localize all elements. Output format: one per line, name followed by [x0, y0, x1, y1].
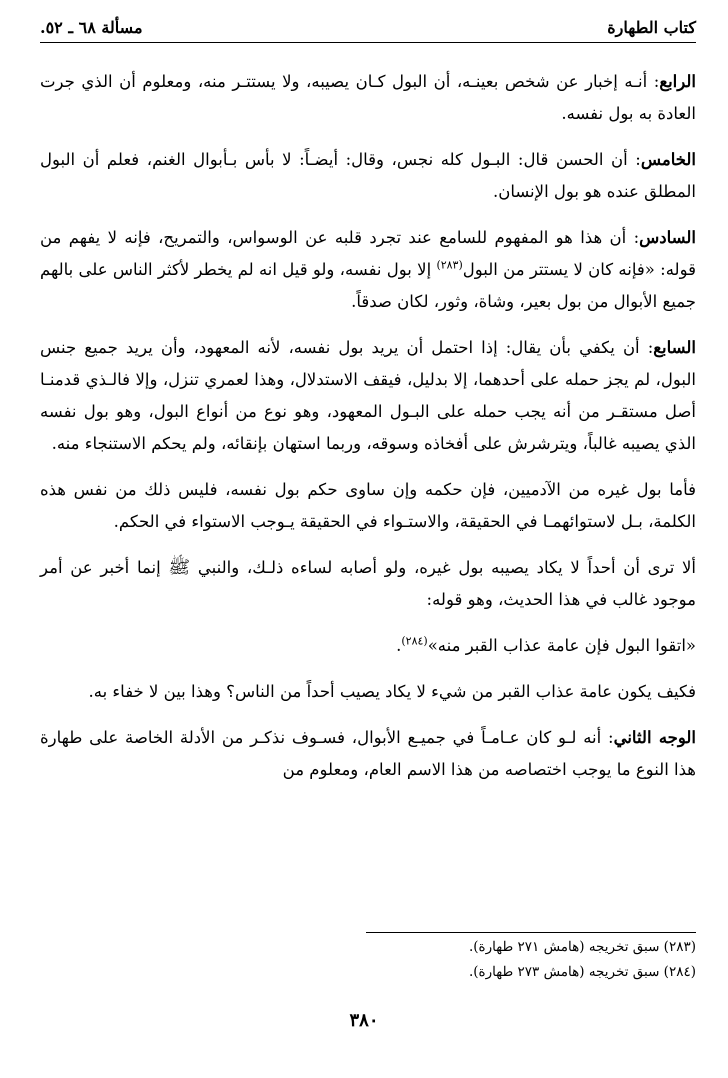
paragraph-do-you-not-see: [40, 552, 696, 616]
paragraph-lead: السابع: [653, 338, 696, 357]
paragraph-text: : أن هذا هو المفهوم للسامع عند تجرد قلبه عن الوسواس، والتمريح، فإنه لا يفهم من قوله: «فإنه كان لا يستتر من البول: [40, 228, 696, 279]
paragraph-lead: الرابع: [659, 72, 696, 91]
paragraph-second-aspect: [40, 722, 696, 786]
paragraph-lead: الوجه الثاني: [613, 728, 697, 747]
paragraph-text: : أن يكفي بأن يقال: إذا احتمل أن يريد بول نفسه، لأنه المعهود، وأن يريد جميع جنس البول، لم يجز حمله على أحدهما، إلا بدليل، فيقف الاستدلال، وهذا لعمري تنزل، وإلا فالـذي قدمنـا أصل مستقـر من أنه يجب حمله على البـول المعهود، وهو نوع من أنواع البول، وهو بول نفسه الذي يصيبه غالباً، ويترشرش على أفخاذه وسوقه، وربما استهان بإنقائه، ولم يحكم الاستنجاء منه.: [40, 338, 696, 453]
paragraph-other-urine: [40, 474, 696, 538]
footnote-ref: (٢٨٣): [436, 258, 463, 272]
paragraph-text: إنما أخبر عن أمر موجود غالب في هذا الحديث، وهو قوله:: [40, 558, 696, 609]
paragraph-text: إلا بول نفسه، ولو قيل انه لم يخطر لأكثر الناس على بالهم جميع الأبوال من بول بعير، وشاة، وثور، لكان صدقاً.: [40, 260, 696, 311]
header-book-title: كتاب الطهارة: [607, 18, 696, 37]
paragraph-seventh: [40, 332, 696, 460]
paragraph-sixth: [40, 222, 696, 318]
footnote-283: (٢٨٣) سبق تخريجه (هامش ٢٧١ طهارة).: [469, 939, 696, 955]
paragraph-lead: الخامس: [640, 150, 696, 169]
salawat-glyph: ﷺ: [168, 557, 191, 578]
running-header: [40, 12, 696, 43]
paragraph-text: : أنـه إخبار عن شخص بعينـه، أن البول كـان يصيبه، ولا يستتـر منه، ومعلوم أن الذي جرت العادة به بول نفسه.: [40, 72, 696, 123]
footnotes: [40, 935, 696, 985]
paragraph-lead: السادس: [639, 228, 696, 247]
paragraph-fourth: [40, 66, 696, 130]
footnote-divider: [366, 932, 696, 933]
page-number: ٣٨٠: [349, 1010, 379, 1031]
paragraph-hadith-quote: [40, 630, 696, 662]
footnote-284: (٢٨٤) سبق تخريجه (هامش ٢٧٣ طهارة).: [469, 964, 696, 980]
main-text: [40, 66, 696, 800]
footnote-ref: (٢٨٤): [401, 634, 428, 648]
paragraph-how-then: [40, 676, 696, 708]
paragraph-text: ألا ترى أن أحداً لا يكاد يصيبه بول غيره، ولو أصابه لساءه ذلـك، والنبي: [190, 558, 697, 577]
paragraph-text: : أن الحسن قال: البـول كله نجس، وقال: أيضـاً: لا بأس بـأبوال الغنم، فعلم أن البول المطلق عنده هو بول الإنسان.: [40, 150, 696, 201]
paragraph-text: : أنه لـو كان عـامـاً في جميـع الأبوال، فسـوف نذكـر من الأدلة الخاصة على طهارة هذا النوع ما يوجب اختصاصه من هذا الاسم العام، ومعلوم من: [40, 728, 696, 779]
paragraph-fifth: [40, 144, 696, 208]
paragraph-text: فأما بول غيره من الآدميين، فإن حكمه وإن ساوى حكم بول نفسه، فليس ذلك من نفس هذه الكلمة، بـل لاستوائهمـا في الحقيقة، والاستـواء في الحقيقة يـوجب الاستواء في الحكم.: [40, 480, 696, 531]
header-section-number: .مسألة ٦٨ ـ ٥٢: [40, 18, 143, 37]
paragraph-text: «اتقوا البول فإن عامة عذاب القبر منه»: [427, 636, 696, 655]
paragraph-text: .: [396, 636, 402, 655]
paragraph-text: فكيف يكون عامة عذاب القبر من شيء لا يكاد يصيب أحداً من الناس؟ وهذا بين لا خفاء به.: [88, 682, 696, 701]
